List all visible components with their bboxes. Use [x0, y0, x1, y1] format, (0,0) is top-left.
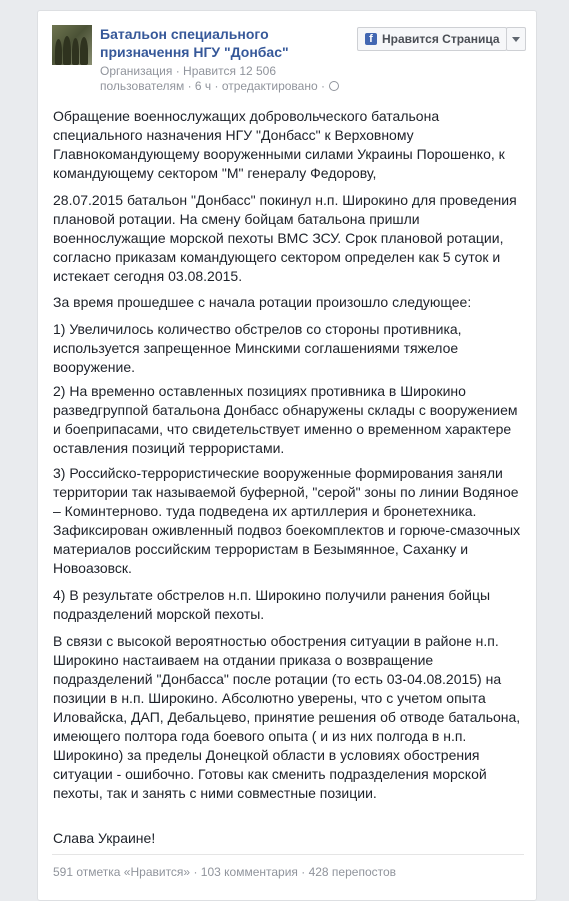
- facebook-f-icon: f: [365, 33, 377, 45]
- page-meta-text: пользователям · 6 ч · отредактировано ·: [100, 79, 325, 93]
- comments-count-link[interactable]: 103 комментария: [200, 865, 298, 879]
- page-options-button[interactable]: [506, 27, 526, 51]
- stats-separator: ·: [190, 865, 201, 879]
- avatar-figure: [72, 38, 79, 65]
- like-page-label: Нравится Страница: [382, 32, 500, 46]
- post-stats: [53, 865, 396, 879]
- post-paragraph-7: 4) В результате обстрелов н.п. Широкино получили ранения бойцы подразделений морской пехоты.: [53, 587, 491, 622]
- avatar-figure: [80, 37, 88, 65]
- post-card: [37, 10, 537, 901]
- post-paragraph-1: Обращение военнослужащих добровольческого батальона специального назначения НГУ "Донбасс" к Верховному Главнокомандующему вооруженными силами Украины Порошенко, к командующему сектором "М" генералу Федорову,: [53, 108, 505, 181]
- avatar-figure: [63, 36, 71, 65]
- page-name-line-2[interactable]: призначення НГУ "Донбас": [100, 44, 289, 60]
- likes-count-link[interactable]: 591 отметка «Нравится»: [53, 865, 191, 879]
- page-meta-line-1: Организация · Нравится 12 506: [100, 64, 277, 78]
- post-paragraph-6: 3) Российско-террористические вооруженные формирования заняли территории так называемой буферной, "серой" зоны по линии Водяное – Коминтерново. туда подведена их артиллерия и бронетехника. Зафиксирован оживленный подвоз боекомплектов и горюче-смазочных материалов российским террористам в Безымянное, Саханку и Новоазовск.: [53, 465, 521, 576]
- page-avatar[interactable]: [52, 25, 92, 65]
- post-paragraph-9: Слава Украине!: [53, 830, 156, 846]
- like-page-button[interactable]: [357, 27, 507, 51]
- post-paragraph-5: 2) На временно оставленных позициях противника в Широкино разведгруппой батальона Донбасс обнаружены склады с вооружением и боеприпасами, что свидетельствует именно о временном характере оставления позиций террористами.: [53, 383, 518, 456]
- avatar-figure: [55, 39, 62, 65]
- page-meta-line-2: [100, 78, 339, 94]
- footer-divider: [52, 854, 524, 855]
- post-paragraph-4: 1) Увеличилось количество обстрелов со стороны противника, используется запрещенное Минскими соглашениями тяжелое вооружение.: [53, 321, 462, 375]
- chevron-down-icon: [512, 37, 520, 42]
- post-paragraph-2: 28.07.2015 батальон "Донбасс" покинул н.п. Широкино для проведения плановой ротации. На смену бойцам батальона пришли военнослужащие морской пехоты ВМС ЗСУ. Срок плановой ротации, согласно приказам командующего сектором определен как 5 суток и истекает сегодня 03.08.2015.: [53, 192, 517, 284]
- stats-separator: ·: [297, 865, 309, 879]
- post-paragraph-3: За время прошедшее с начала ротации произошло следующее:: [53, 294, 472, 310]
- shares-count-link[interactable]: 428 перепостов: [308, 865, 397, 879]
- globe-icon: [329, 81, 339, 91]
- page-name-line-1[interactable]: Батальон специального: [100, 26, 269, 42]
- post-paragraph-8: В связи с высокой вероятностью обострения ситуации в районе н.п. Широкино настаиваем на отдании приказа о возвращение подразделений "Донбасса" после ротации (то есть 03-04.08.2015) на позиции в н.п. Широкино. Абсолютно уверены, что с учетом опыта Иловайска, ДАП, Дебальцево, принятие решения об отводе батальона, имеющего полтора года боевого опыта ( и из них полгода в н.п. Широкино) за пределы Донецкой области в условиях обострения ситуации - ошибочно. Готовы как сменить подразделения морской пехоты, так и занять с ними совместные позиции.: [53, 633, 521, 801]
